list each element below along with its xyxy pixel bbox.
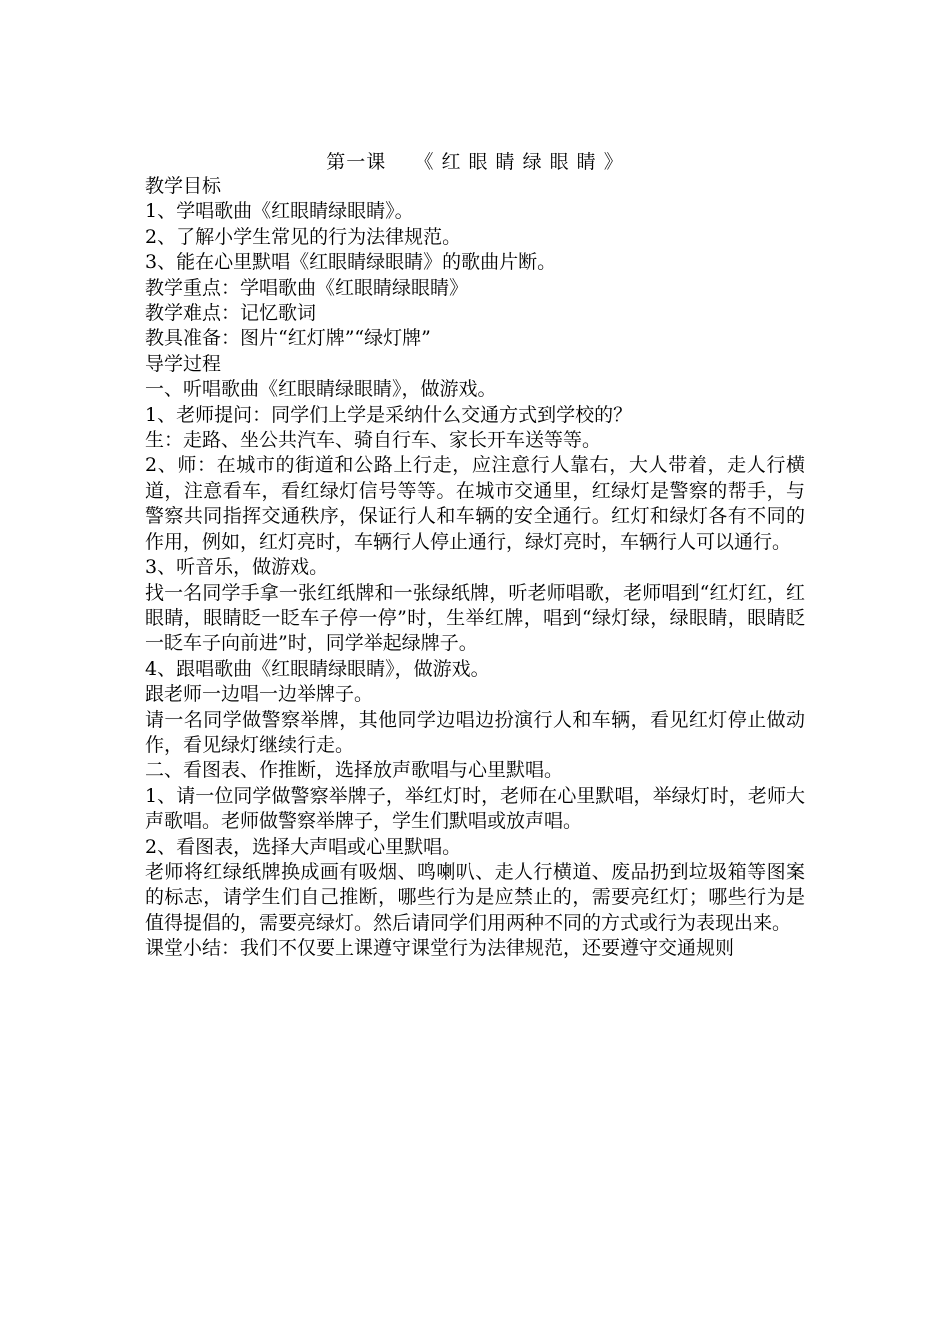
step-1-question: 1、老师提问：同学们上学是采纳什么交通方式到学校的？ — [145, 403, 633, 426]
step-4-heading: 4、跟唱歌曲《红眼睛绿眼睛》，做游戏。 — [145, 657, 490, 680]
heading-teaching-goals: 教学目标 — [145, 175, 222, 197]
goal-item-3: 3、能在心里默唱《红眼睛绿眼睛》的歌曲片断。 — [145, 251, 557, 274]
step-3-heading: 3、听音乐，做游戏。 — [145, 556, 329, 579]
section-1-heading: 一、听唱歌曲《红眼睛绿眼睛》，做游戏。 — [145, 378, 497, 401]
student-answer: 生：走路、坐公共汽车、骑自行车、家长开车送等等。 — [145, 429, 602, 452]
step-3-game: 找一名同学手拿一张红纸牌和一张绿纸牌，听老师唱歌，老师唱到“红灯红，红眼睛，眼睛眨一眨车子停一停”时，生举红牌，唱到“绿灯绿，绿眼睛，眼睛眨一眨车子向前进”时，同学举起绿牌子。 — [145, 581, 805, 655]
section-2-step-2: 2、看图表，选择大声唱或心里默唱。 — [145, 835, 462, 858]
lesson-title: 第一课 《 红 眼 睛 绿 眼 睛 》 — [326, 151, 624, 173]
step-4-follow: 跟老师一边唱一边举牌子。 — [145, 683, 374, 706]
section-2-step-1: 1、请一位同学做警察举牌子，举红灯时，老师在心里默唱，举绿灯时，老师大声歌唱。老师做警察举牌子，学生们默唱或放声唱。 — [145, 784, 805, 833]
section-2-signs: 老师将红绿纸牌换成画有吸烟、鸣喇叭、走人行横道、废品扔到垃圾箱等图案的标志，请学生们自己推断，哪些行为是应禁止的，需要亮红灯；哪些行为是值得提倡的，需要亮绿灯。然后请同学们用两种不同的方式或行为表现出来。 — [145, 860, 805, 934]
class-summary: 课堂小结：我们不仅要上课遵守课堂行为法律规范，还要遵守交通规则 — [145, 937, 735, 960]
lesson-body — [145, 174, 805, 962]
step-4-roleplay: 请一名同学做警察举牌，其他同学边唱边扮演行人和车辆，看见红灯停止做动作，看见绿灯继续行走。 — [145, 708, 805, 756]
teaching-aids: 教具准备：图片“红灯牌”“绿灯牌” — [145, 327, 431, 350]
goal-item-2: 2、了解小学生常见的行为法律规范。 — [145, 225, 462, 248]
teaching-focus: 教学重点：学唱歌曲《红眼睛绿眼睛》 — [145, 276, 469, 299]
goal-item-1: 1、学唱歌曲《红眼睛绿眼睛》。 — [145, 200, 414, 223]
teaching-difficulty: 教学难点：记忆歌词 — [145, 302, 317, 325]
heading-process: 导学过程 — [145, 352, 222, 375]
section-2-heading: 二、看图表、作推断，选择放声歌唱与心里默唱。 — [145, 759, 564, 782]
step-2-teacher: 2、师：在城市的街道和公路上行走，应注意行人靠右，大人带着，走人行横道，注意看车，看红绿灯信号等等。在城市交通里，红绿灯是警察的帮手，与警察共同指挥交通秩序，保证行人和车辆的安全通行。红灯和绿灯各有不同的作用，例如，红灯亮时，车辆行人停止通行，绿灯亮时，车辆行人可以通行。 — [145, 454, 805, 553]
